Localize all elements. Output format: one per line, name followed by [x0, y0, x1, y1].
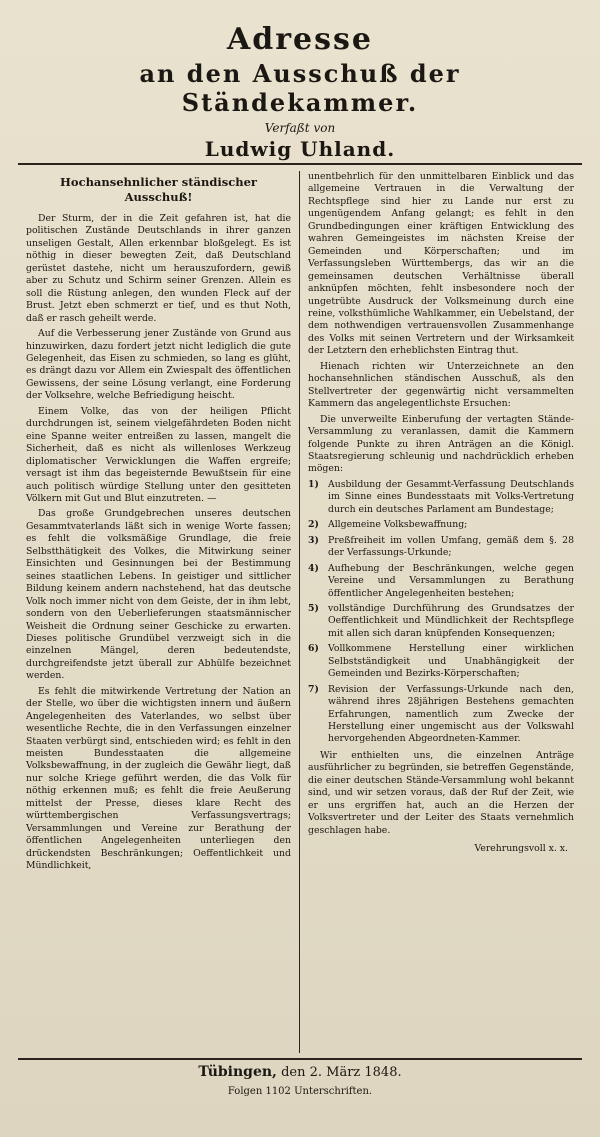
byline: Verfaßt von [264, 121, 336, 135]
header [18, 22, 582, 161]
closing: Verehrungsvoll x. x. [474, 843, 568, 855]
demand-text: Aufhebung der Beschränkungen, welche gegen Vereine und Versammlungen zu Berathung öffentlicher Angelegenheiten bestehen; [328, 562, 574, 599]
paragraph: Auf die Verbesserung jener Zustände von Grund aus hinzuwirken, dazu fordert jetzt nicht lediglich die gute Gelegenheit, das Eisen zu schmieden, so lang es glüht, es drängt dazu vor Allem ein Zwiespalt des öffentlichen Gewissens, der seine Lösung verlangt, eine Forderung der Volksehre, welche Befriedigung heischt. [26, 328, 291, 402]
paragraph: Hienach richten wir Unterzeichnete an den hochansehnlichen ständischen Ausschuß, als den Stellvertreter der gegenwärtig nicht versammelten Kammern das angelegentlichste Ersuchen: [308, 360, 574, 410]
text-columns [22, 171, 578, 1053]
paragraph: Einem Volke, das von der heiligen Pflicht durchdrungen ist, seinem vielgefährdeten Boden nicht eine Spanne weiter entreißen zu lassen, mangelt die Sicherheit, daß es nicht als willenloses Werkzeug diplomatischer Verwicklungen die Waffen ergreife; versagt ist ihm das begeisternde Bewußtsein für eine auch politisch würdige Stellung unter den gesitteten Völkern mit Gut und Blut einzutreten. — [26, 405, 291, 504]
demand-number: 3) [308, 534, 319, 546]
paragraph: Es fehlt die mitwirkende Vertretung der Nation an der Stelle, wo über die wichtigsten innern und äußern Angelegenheiten des Vaterlandes, wo selbst über wesentliche Rechte, die in den Verfassungen einzelner Staaten verbürgt sind, entschieden wird; es fehlt in den meisten Bundesstaaten die allgemeine Volksbewaffnung, in der zugleich die Gewähr liegt, daß nur solche Kriege geführt werden, die das Volk für nöthig erkennen muß; es fehlt die freie Aeußerung mittelst der Presse, dieses klare Recht des württembergischen Verfassungsvertrags; Versammlungen und Vereine zur Berathung der öffentlichen Angelegenheiten unterliegen den drückendsten Beschränkungen; Oeffentlichkeit und Mündlichkeit, [26, 685, 291, 872]
demand-number: 6) [308, 643, 319, 655]
demand-text: Vollkommene Herstellung einer wirklichen Selbstständigkeit und Unabhängigkeit der Gemeinden und Bezirks-Körperschaften; [328, 643, 574, 680]
demand-number: 4) [308, 562, 319, 574]
demand-text: Ausbildung der Gesammt-Verfassung Deutschlands im Sinne eines Bundesstaats mit Volks-Vertretung durch ein deutsches Parlament am Bundestage; [328, 478, 574, 515]
paragraph: Der Sturm, der in die Zeit gefahren ist, hat die politischen Zustände Deutschlands in ihrer ganzen unseligen Gestalt, Allen erkennbar bloßgelegt. Es ist nöthig in dieser bewegten Zeit, daß Deutschland gerüstet dastehe, nicht um herauszufordern, gewiß aber zu Schutz und Schirm seiner Grenzen. Allein es soll die Rüstung anlegen, den wunden Fleck auf der Brust. Jetzt eben schmerzt er tief, und es thut Noth, daß er rasch geheilt werde. [26, 213, 291, 324]
demand-text: Revision der Verfassungs-Urkunde nach den, während ihres 28jährigen Bestehens gemachten Erfahrungen, namentlich zum Zwecke der Herstellung einer ungemischt aus der Volkswahl hervorgehenden Abgeordneten-Kammer. [328, 683, 574, 745]
paragraph: Das große Grundgebrechen unseres deutschen Gesammtvaterlands läßt sich in wenige Worte fassen; es fehlt die volksmäßige Grundlage, die freie Selbstthätigkeit des Volkes, die Mitwirkung seiner Einsichten und Gesinnungen bei der Bestimmung seines staatlichen Lebens. In geistiger und sittlicher Bildung keinem andern nachstehend, hat das deutsche Volk noch immer nicht von dem Geiste, der in ihm lebt, sondern von den Ueberlieferungen staatsmännischer Weisheit die Ordnung seiner Geschicke zu erwarten. Dieses politische Grundübel verzweigt sich in die einzelnen Mängel, deren bedeutendste, durchgreifendste jetzt überall zur Abhülfe bezeichnet werden. [26, 508, 291, 682]
top-rule [18, 163, 582, 165]
demand-text: vollständige Durchführung des Grundsatzes der Oeffentlichkeit und Mündlichkeit der Rechtspflege mit allen sich daran knüpfenden Konsequenzen; [328, 602, 574, 639]
demand-item [308, 643, 574, 680]
right-column [300, 171, 578, 1053]
paragraph: Wir enthielten uns, die einzelnen Anträge ausführlicher zu begründen, sie betreffen Gegenstände, die einer deutschen Stände-Versammlung wohl bekannt sind, und wir setzen voraus, daß der Ruf der Zeit, wie er uns ergriffen hat, auch an die Herzen der Volksvertreter und der Leiter des Staats vernehmlich geschlagen habe. [308, 749, 574, 836]
demand-item [308, 479, 574, 516]
paragraph: Die unverweilte Einberufung der vertagten Stände-Versammlung zu veranlassen, damit die Kammern folgende Punkte zu ihren Anträgen an die Königl. Staatsregierung schleunig und nachdrücklich erheben mögen: [308, 413, 574, 475]
place-date [0, 1064, 600, 1080]
demand-item [308, 535, 574, 560]
demand-item [308, 603, 574, 640]
signature-count: Folgen 1102 Unterschriften. [227, 1086, 373, 1097]
place: Tübingen, [198, 1064, 277, 1080]
date: den 2. März 1848. [281, 1065, 402, 1080]
left-column [22, 171, 300, 1053]
demand-item [308, 563, 574, 600]
demand-number: 2) [308, 519, 319, 531]
demand-item [308, 519, 574, 531]
document-title: Adresse [226, 22, 373, 57]
demand-text: Allgemeine Volksbewaffnung; [328, 519, 468, 531]
author-name: Ludwig Uhland. [204, 137, 396, 161]
document-subtitle: an den Ausschuß der Ständekammer. [139, 59, 461, 117]
demand-number: 5) [308, 602, 319, 614]
paragraph: unentbehrlich für den unmittelbaren Einblick und das allgemeine Vertrauen in die Verwaltung der Rechtspflege sind hier zu Lande nur erst zu ungenügendem Anfang gelangt; es fehlt in den Grundbedingungen einer kräftigen Entwicklung des wahren Gemeingeistes im nächsten Kreise der Gemeinden und Körperschaften; und im Verfassungsleben Württembergs, das wir an die gemeinsamen deutschen Verhältnisse überall anknüpfen möchten, fehlt insbesondere noch der ungetrübte Ausdruck der Volksmeinung durch eine reine, volksthümliche Wahlkammer, ein Uebelstand, der dem nothwendigen vertrauensvollen Zusammenhange des Volks mit seinen Vertretern und der Wirksamkeit der Letztern den erheblichsten Eintrag thut. [308, 171, 574, 357]
demand-text: Preßfreiheit im vollen Umfang, gemäß dem §. 28 der Verfassungs-Urkunde; [328, 534, 574, 559]
demands-list [308, 479, 574, 746]
demand-number: 7) [308, 683, 319, 695]
bottom-rule [18, 1058, 582, 1060]
salutation: Hochansehnlicher ständischer Ausschuß! [60, 175, 257, 204]
demand-item [308, 684, 574, 746]
footer [0, 1064, 600, 1097]
demand-number: 1) [308, 478, 319, 490]
